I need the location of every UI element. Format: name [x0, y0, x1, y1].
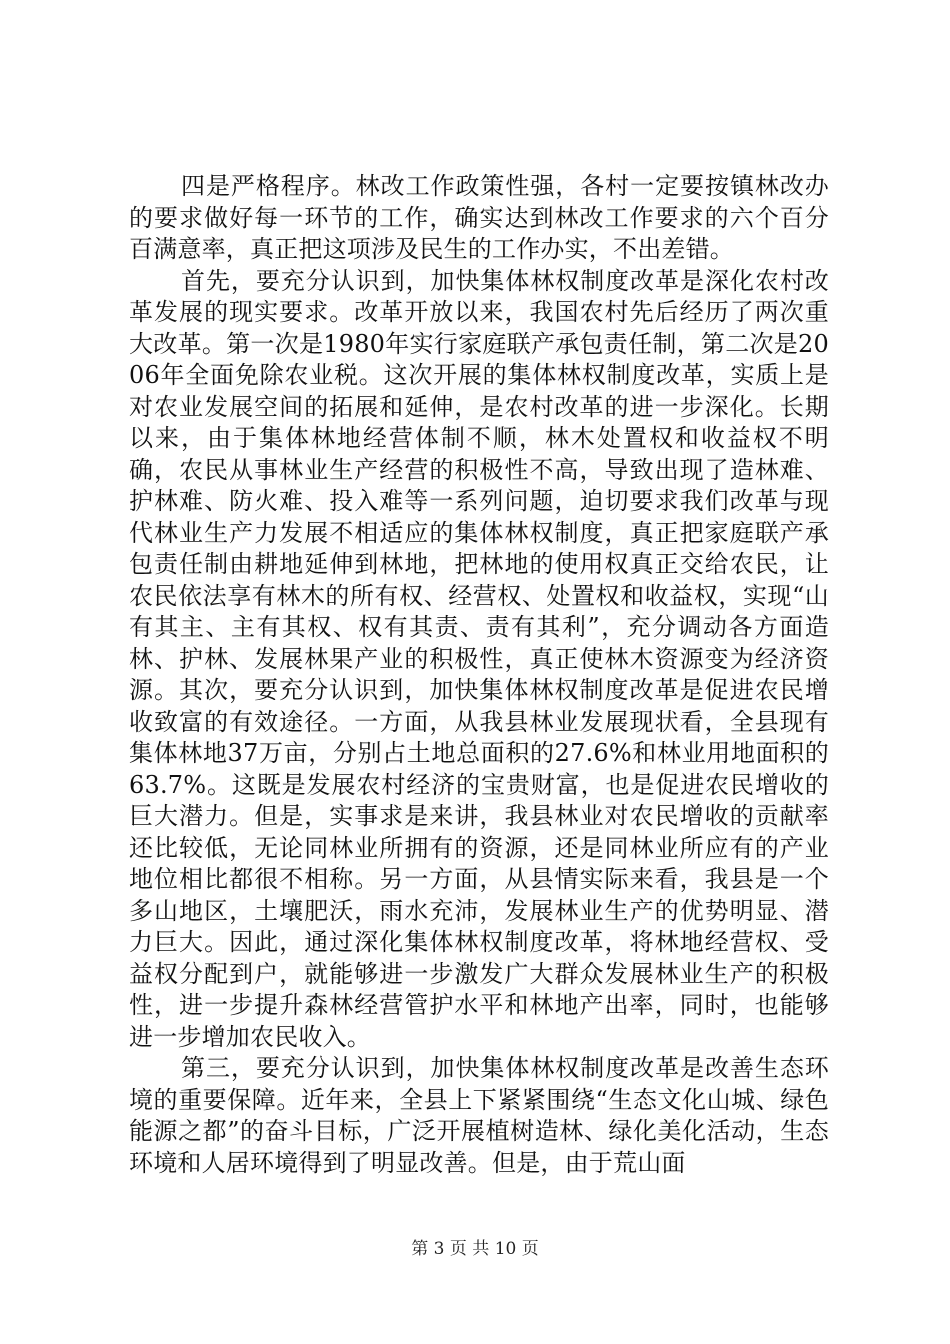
page-footer: 第 3 页 共 10 页 — [411, 1239, 539, 1259]
document-body — [129, 171, 829, 1179]
paragraph-third-point: 第三，要充分认识到，加快集体林权制度改革是改善生态环境的重要保障。近年来，全县上下紧紧围绕“生态文化山城、绿色能源之都”的奋斗目标，广泛开展植树造林、绿化美化活动，生态环境和人居环境得到了明显改善。但是，由于荒山面 — [129, 1054, 829, 1177]
paragraph-first-second-points: 首先，要充分认识到，加快集体林权制度改革是深化农村改革发展的现实要求。改革开放以来，我国农村先后经历了两次重大改革。第一次是1980年实行家庭联产承包责任制，第二次是2006年全面免除农业税。这次开展的集体林权制度改革，实质上是对农业发展空间的拓展和延伸，是农村改革的进一步深化。长期以来，由于集体林地经营体制不顺，林木处置权和收益权不明确，农民从事林业生产经营的积极性不高，导致出现了造林难、护林难、防火难、投入难等一系列问题，迫切要求我们改革与现代林业生产力发展不相适应的集体林权制度，真正把家庭联产承包责任制由耕地延伸到林地，把林地的使用权真正交给农民，让农民依法享有林木的所有权、经营权、处置权和收益权，实现“山有其主、主有其权、权有其责、责有其利”，充分调动各方面造林、护林、发展林果产业的积极性，真正使林木资源变为经济资源。其次，要充分认识到，加快集体林权制度改革是促进农民增收致富的有效途径。一方面，从我县林业发展现状看，全县现有集体林地37万亩，分别占土地总面积的27.6%和林业用地面积的63.7%。这既是发展农村经济的宝贵财富，也是促进农民增收的巨大潜力。但是，实事求是来讲，我县林业对农民增收的贡献率还比较低，无论同林业所拥有的资源，还是同林业所应有的产业地位相比都很不相称。另一方面，从县情实际来看，我县是一个多山地区，土壤肥沃，雨水充沛，发展林业生产的优势明显、潜力巨大。因此，通过深化集体林权制度改革，将林地经营权、受益权分配到户，就能够进一步激发广大群众发展林业生产的积极性，进一步提升森林经营管护水平和林地产出率，同时，也能够进一步增加农民收入。 — [129, 266, 829, 1051]
paragraph-strict-procedure: 四是严格程序。林改工作政策性强，各村一定要按镇林改办的要求做好每一环节的工作，确实达到林改工作要求的六个百分百满意率，真正把这项涉及民生的工作办实，不出差错。 — [129, 172, 829, 263]
